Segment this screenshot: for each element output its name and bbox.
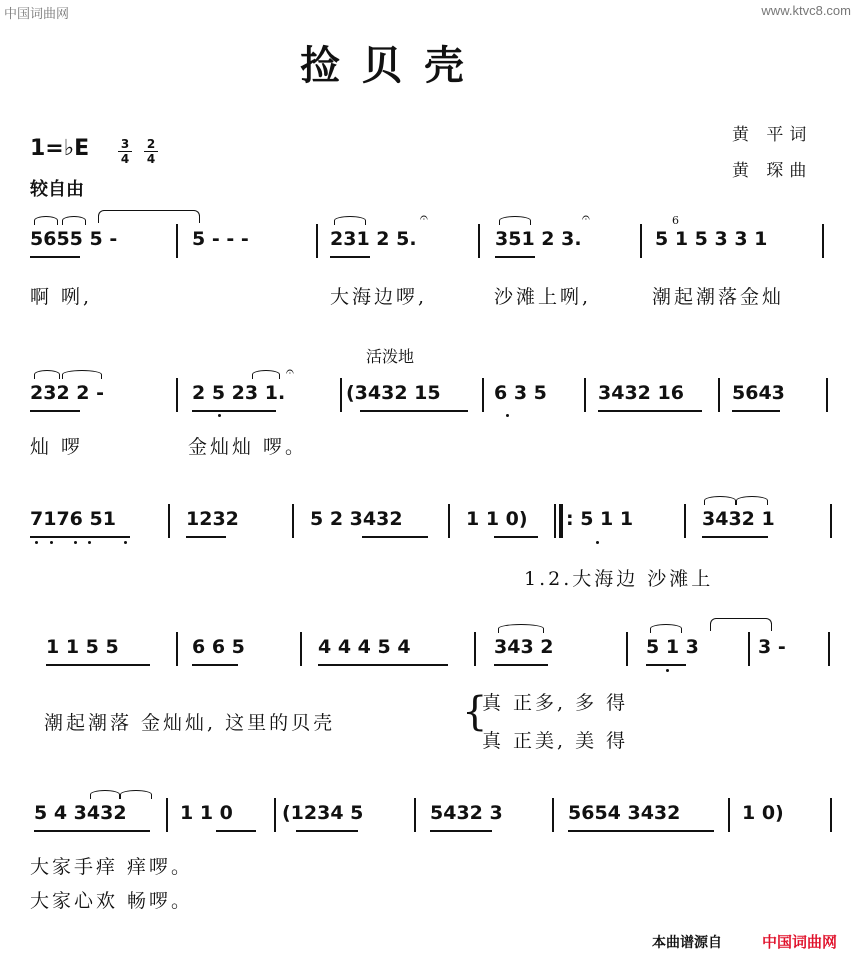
lyricist-credit: 黄 平词 — [732, 125, 813, 145]
song-title: 捡贝壳 — [300, 42, 486, 89]
measure: 1 1 0) — [466, 508, 528, 530]
lyric-line: 金灿灿 啰。 — [188, 436, 308, 458]
measure: 5 1 5 3 3 1 — [655, 228, 768, 250]
measure: 5643 — [732, 382, 785, 404]
measure: 343 2 — [494, 636, 554, 658]
lyric-line: 沙滩上咧, — [494, 286, 592, 308]
measure: 7176 51 — [30, 508, 116, 530]
lyric-line: 1.2.大海边 沙滩上 — [524, 568, 714, 590]
lyric-line: 潮起潮落金灿 — [652, 286, 785, 308]
lyric-line: 大海边啰, — [330, 286, 428, 308]
watermark-right: www.ktvc8.com — [761, 3, 851, 18]
measure: 5432 3 — [430, 802, 503, 824]
measure: 1 1 0 — [180, 802, 233, 824]
grace-note: 6 — [672, 214, 679, 227]
fermata-icon: 𝄐 — [582, 210, 590, 226]
measure: 3 - — [758, 636, 786, 658]
measure: 6 3 5 — [494, 382, 547, 404]
lyric-line: 真 正多, 多 得 — [482, 692, 629, 714]
measure: 3432 16 — [598, 382, 684, 404]
measure: : 5 1 1 — [566, 508, 634, 530]
measure: 1 0) — [742, 802, 784, 824]
source-label: 本曲谱源自 — [652, 935, 722, 951]
watermark-left: 中国词曲网 — [4, 6, 70, 21]
measure: 6 6 5 — [192, 636, 245, 658]
measure: 5 2 3432 — [310, 508, 403, 530]
lyric-line: 大家手痒 痒啰。 — [30, 856, 194, 878]
measure: 2 5 23 1. — [192, 382, 286, 404]
tempo-marking: 较自由 — [30, 179, 84, 200]
lyric-line: 啊 咧, — [30, 286, 93, 308]
measure: 5654 3432 — [568, 802, 681, 824]
measure: 5 4 3432 — [34, 802, 127, 824]
lyric-line: 真 正美, 美 得 — [482, 730, 629, 752]
measure: 232 2 - — [30, 382, 104, 404]
lyric-line: 大家心欢 畅啰。 — [30, 890, 194, 912]
key-signature: 1=♭E — [30, 136, 90, 161]
measure: (1234 5 — [282, 802, 364, 824]
measure: (3432 15 — [346, 382, 441, 404]
lyric-line: 潮起潮落 金灿灿, 这里的贝壳 — [44, 712, 336, 734]
measure: 231 2 5. — [330, 228, 417, 250]
time-signature-b: 2 4 — [144, 138, 158, 165]
measure: 5655 5 - — [30, 228, 118, 250]
measure: 5 1 3 — [646, 636, 699, 658]
time-signature-a: 3 4 — [118, 138, 132, 165]
measure: 3432 1 — [702, 508, 775, 530]
expression-marking: 活泼地 — [366, 347, 415, 366]
lyric-line: 灿 啰 — [30, 436, 84, 458]
fermata-icon: 𝄐 — [286, 364, 294, 380]
measure: 4 4 4 5 4 — [318, 636, 411, 658]
composer-credit: 黄 琛曲 — [732, 161, 813, 181]
measure: 1 1 5 5 — [46, 636, 119, 658]
source-site-link[interactable]: 中国词曲网 — [762, 933, 838, 951]
fermata-icon: 𝄐 — [420, 210, 428, 226]
brace-icon: { — [462, 689, 488, 735]
measure: 5 - - - — [192, 228, 249, 250]
measure: 1232 — [186, 508, 239, 530]
measure: 351 2 3. — [495, 228, 582, 250]
